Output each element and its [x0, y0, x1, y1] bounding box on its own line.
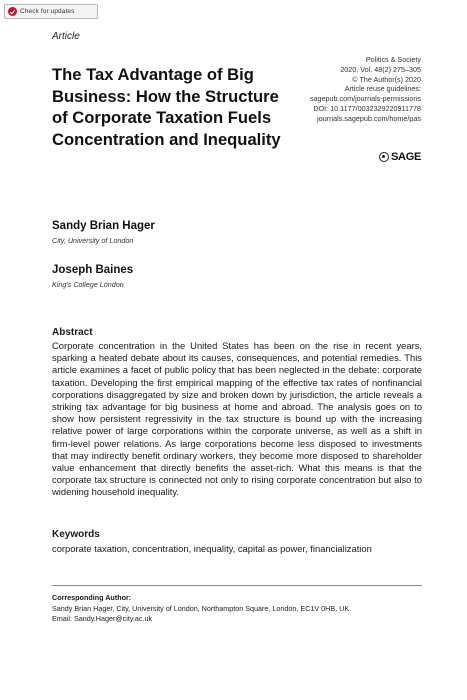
author-name-1: Sandy Brian Hager	[52, 220, 155, 232]
journal-metadata	[271, 55, 421, 124]
copyright: © The Author(s) 2020	[352, 74, 421, 84]
article-title: The Tax Advantage of Big Business: How the Structure of Corporate Taxation Fuels Concentration and Inequality	[52, 65, 281, 149]
author-affiliation-2: King's College London	[52, 280, 124, 289]
author-affiliation-1: City, University of London	[52, 236, 134, 245]
footnote-divider	[52, 585, 422, 586]
keywords-heading: Keywords	[52, 529, 100, 540]
corresponding-author-address: Sandy Brian Hager, City, University of London, Northampton Square, London, EC1V 0HB, UK.	[52, 604, 352, 613]
permissions-link[interactable]: sagepub.com/journals-permissions	[309, 94, 421, 104]
journal-name: Politics & Society	[365, 55, 421, 64]
check-for-updates-badge[interactable]	[4, 4, 98, 19]
keywords-text: corporate taxation, concentration, inequality, capital as power, financialization	[52, 543, 372, 554]
abstract-heading: Abstract	[52, 327, 93, 338]
reuse-label: Article reuse guidelines:	[344, 84, 421, 94]
doi-link[interactable]: DOI: 10.1177/0032329220911778	[313, 103, 421, 113]
volume-info: 2020, Vol. 48(2) 275–305	[340, 64, 421, 74]
corresponding-author-heading: Corresponding Author:	[52, 593, 132, 602]
check-updates-icon	[8, 7, 17, 16]
author-name-2: Joseph Baines	[52, 264, 134, 276]
sage-logo-icon	[379, 152, 389, 162]
corresponding-author-email[interactable]: Email: Sandy.Hager@city.ac.uk	[52, 614, 153, 623]
article-type-label: Article	[52, 31, 80, 42]
abstract-text: Corporate concentration in the United States has been on the rise in recent years, sparking a heated debate about its causes, consequences, and potential remedies. This article examines a facet of public policy that has been neglected in the debate: corporate taxation. Developing the first empirical mapping of the effective tax rates of nonfinancial corporations disaggregated by size and broken down by jurisdiction, the article reveals a striking tax advantage for big business at home and abroad. The analysis goes on to show how persistent regressivity in the tax structure is bound up with the increasing relative power of large corporations within the corporate universe, as well as a shift in firm-level power relations. As large corporations become less disposed to investments that may indirectly benefit ordinary workers, they become more disposed to shareholder value enhancement that directly benefits the asset-rich. What this means is that the corporate tax structure is connected not only to rising corporate concentration but also to widening household inequality.	[52, 340, 422, 498]
publisher-logo	[379, 151, 421, 163]
journal-home-link[interactable]: journals.sagepub.com/home/pas	[317, 113, 421, 123]
badge-label: Check for updates	[20, 8, 75, 15]
publisher-name: SAGE	[391, 151, 421, 163]
